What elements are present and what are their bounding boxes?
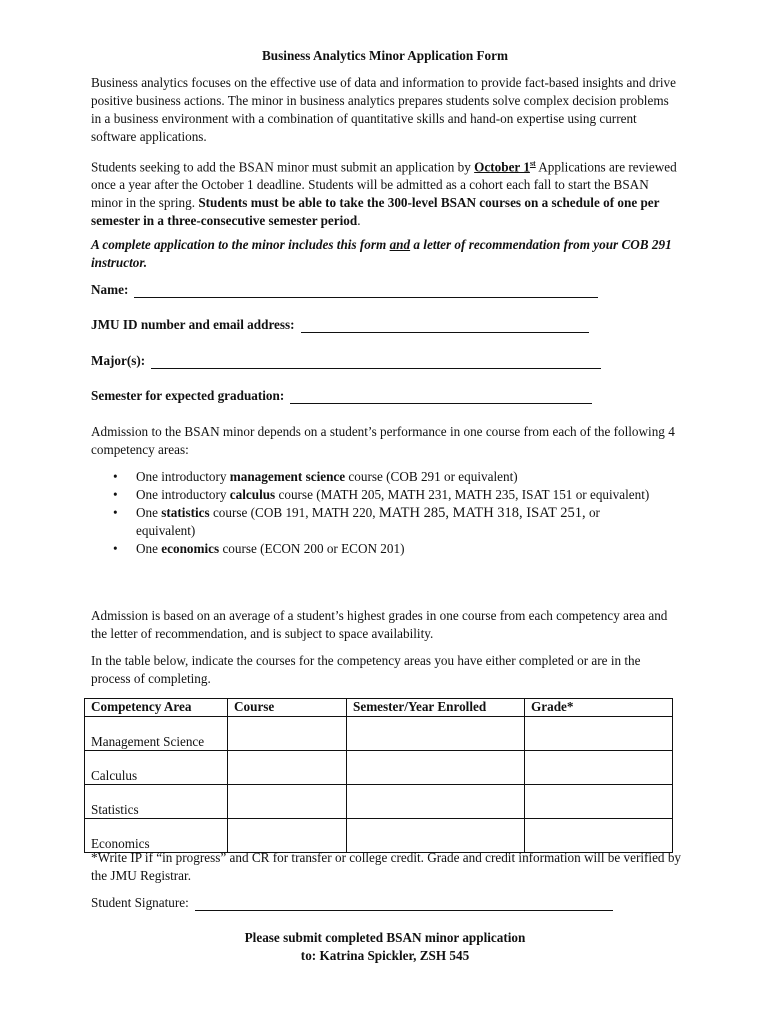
deadline-details: Applications are reviewed once a year after the October 1 deadline. Students will be admitted as a cohort each fall to start the BSAN minor in the spring. bbox=[91, 159, 677, 211]
jmu-id-label: JMU ID number and email address: bbox=[91, 317, 295, 332]
admission-paragraph: Admission to the BSAN minor depends on a student’s performance in one course from each of the following 4 competency areas: bbox=[91, 424, 675, 457]
name-field bbox=[91, 282, 598, 298]
table-instructions: In the table below, indicate the courses for the competency areas you have either completed or are in the process of completing. bbox=[91, 653, 641, 686]
header-semester-year: Semester/Year Enrolled bbox=[347, 699, 525, 717]
intro-paragraph: Business analytics focuses on the effective use of data and information to provide fact-based insights and drive positive business actions. The minor in business analytics prepares students solve complex decision problems in a business environment with a combination of quantitative skills and hand-on expertise using current software applications. bbox=[91, 75, 676, 144]
competency-list bbox=[91, 468, 651, 558]
competency-text: course (COB 291 or equivalent) bbox=[345, 469, 518, 484]
jmu-id-input-line[interactable] bbox=[301, 318, 589, 333]
header-competency-area: Competency Area bbox=[85, 699, 228, 717]
deadline-date: October 1 bbox=[474, 159, 530, 175]
competency-area: management science bbox=[229, 469, 346, 484]
major-field bbox=[91, 353, 601, 369]
competency-text: One bbox=[136, 505, 162, 520]
course-cell[interactable] bbox=[228, 819, 347, 853]
signature-label: Student Signature: bbox=[91, 895, 189, 910]
course-cell[interactable] bbox=[228, 717, 347, 751]
course-cell[interactable] bbox=[228, 785, 347, 819]
semester-cell[interactable] bbox=[347, 819, 525, 853]
course-cell[interactable] bbox=[228, 751, 347, 785]
table-header-row bbox=[85, 699, 673, 717]
table-row bbox=[85, 717, 673, 751]
competency-cell: Statistics bbox=[85, 785, 228, 819]
name-label: Name: bbox=[91, 282, 129, 297]
grade-cell[interactable] bbox=[525, 717, 673, 751]
semester-cell[interactable] bbox=[347, 751, 525, 785]
semester-cell[interactable] bbox=[347, 785, 525, 819]
complete-application-note bbox=[91, 236, 681, 272]
list-item bbox=[91, 468, 651, 486]
list-item bbox=[91, 504, 651, 540]
header-grade: Grade* bbox=[525, 699, 673, 717]
deadline-date-suffix: st bbox=[529, 159, 536, 168]
competency-text: course (COB 191, MATH 220, bbox=[209, 505, 379, 520]
competency-text: or equivalent) bbox=[136, 505, 600, 538]
grade-cell[interactable] bbox=[525, 751, 673, 785]
complete-and: and bbox=[389, 237, 411, 252]
schedule-requirement: Students must be able to take the 300-level BSAN courses on a schedule of one per semester in a three-consecutive semester period bbox=[91, 195, 660, 229]
competency-table bbox=[84, 698, 673, 853]
table-row bbox=[85, 751, 673, 785]
submit-line-2: to: Katrina Spickler, ZSH 545 bbox=[300, 948, 470, 963]
grade-cell[interactable] bbox=[525, 785, 673, 819]
competency-text: One introductory bbox=[136, 469, 230, 484]
list-item bbox=[91, 540, 651, 558]
submit-line-1: Please submit completed BSAN minor application bbox=[244, 930, 526, 945]
competency-cell: Management Science bbox=[85, 717, 228, 751]
table-row bbox=[85, 819, 673, 853]
deadline-text: Students seeking to add the BSAN minor must submit an application by bbox=[91, 159, 475, 175]
complete-text-end: a letter of recommendation from your COB 291 instructor. bbox=[91, 237, 672, 270]
major-label: Major(s): bbox=[91, 353, 146, 368]
graduation-semester-field bbox=[91, 388, 592, 404]
submission-instructions bbox=[0, 929, 770, 965]
list-item bbox=[91, 486, 651, 504]
form-title: Business Analytics Minor Application Form bbox=[262, 48, 508, 63]
header-course: Course bbox=[228, 699, 347, 717]
deadline-end: . bbox=[357, 213, 361, 229]
name-input-line[interactable] bbox=[134, 283, 598, 298]
complete-text: A complete application to the minor includes this form bbox=[91, 237, 390, 252]
competency-text: course (ECON 200 or ECON 201) bbox=[219, 541, 405, 556]
semester-cell[interactable] bbox=[347, 717, 525, 751]
graduation-semester-input-line[interactable] bbox=[290, 389, 592, 404]
competency-area: calculus bbox=[229, 487, 276, 502]
major-input-line[interactable] bbox=[151, 354, 601, 369]
signature-field bbox=[91, 895, 613, 911]
competency-text: MATH 285, MATH 318, ISAT 251, bbox=[378, 505, 586, 521]
deadline-paragraph bbox=[91, 155, 681, 230]
competency-cell: Calculus bbox=[85, 751, 228, 785]
competency-text: One bbox=[136, 541, 162, 556]
footnote: *Write IP if “in progress” and CR for transfer or college credit. Grade and credit information will be verified by the JMU Registrar. bbox=[91, 850, 682, 883]
competency-area: economics bbox=[161, 541, 220, 556]
jmu-id-field bbox=[91, 317, 589, 333]
competency-text: course (MATH 205, MATH 231, MATH 235, ISAT 151 or equivalent) bbox=[275, 487, 650, 502]
table-row bbox=[85, 785, 673, 819]
competency-text: One introductory bbox=[136, 487, 230, 502]
signature-input-line[interactable] bbox=[195, 896, 613, 911]
competency-area: statistics bbox=[161, 505, 210, 520]
admission-basis-paragraph: Admission is based on an average of a student’s highest grades in one course from each competency area and the letter of recommendation, and is subject to space availability. bbox=[91, 608, 668, 641]
competency-cell: Economics bbox=[85, 819, 228, 853]
graduation-semester-label: Semester for expected graduation: bbox=[91, 388, 285, 403]
grade-cell[interactable] bbox=[525, 819, 673, 853]
